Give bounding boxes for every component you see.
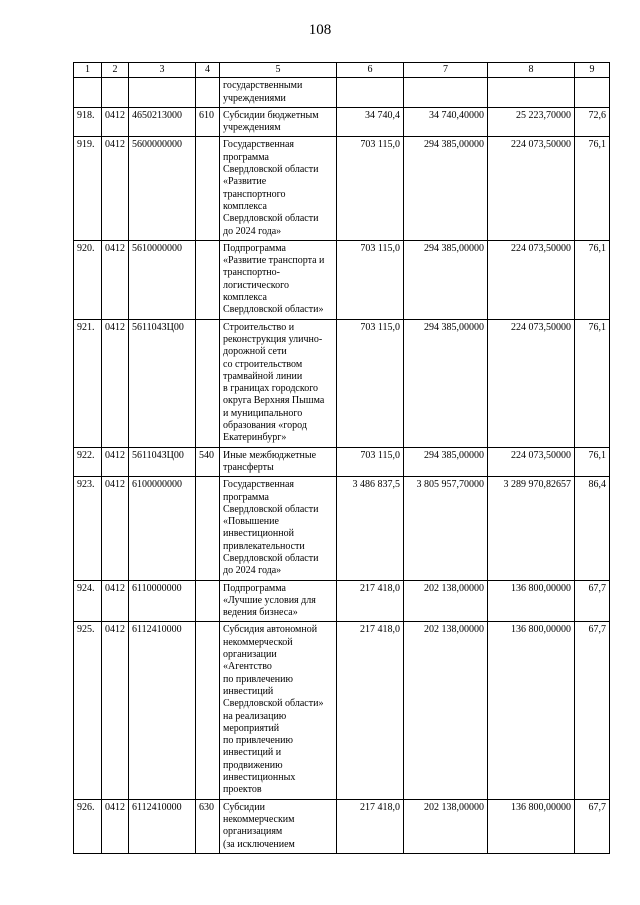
planned-amount: 703 115,0 [337, 447, 404, 477]
section-code: 0412 [102, 447, 129, 477]
item-name: Строительство и реконструкция улично- дорожной сети со строительством трамвайной линии в границах городского округа Верхняя Пышма и муниципального образования «город Екатеринбург» [220, 319, 337, 447]
planned-amount: 703 115,0 [337, 240, 404, 319]
execution-percent: 72,6 [575, 107, 610, 137]
expense-type-code: 610 [196, 107, 220, 137]
execution-percent: 76,1 [575, 319, 610, 447]
table-row [74, 477, 610, 580]
executed-amount: 136 800,00000 [488, 580, 575, 622]
planned-amount: 217 418,0 [337, 622, 404, 799]
column-header: 1 [74, 63, 102, 78]
section-code: 0412 [102, 107, 129, 137]
approved-amount: 294 385,00000 [404, 137, 488, 240]
target-article-code: 6100000000 [129, 477, 196, 580]
execution-percent: 67,7 [575, 799, 610, 853]
execution-percent: 76,1 [575, 447, 610, 477]
expense-type-code [196, 477, 220, 580]
column-header: 7 [404, 63, 488, 78]
item-name: Подпрограмма «Развитие транспорта и транспортно- логистического комплекса Свердловской области» [220, 240, 337, 319]
expense-type-code [196, 240, 220, 319]
execution-percent: 86,4 [575, 477, 610, 580]
section-code: 0412 [102, 319, 129, 447]
target-article-code: 6112410000 [129, 622, 196, 799]
planned-amount: 34 740,4 [337, 107, 404, 137]
table-row [74, 799, 610, 853]
executed-amount: 224 073,50000 [488, 240, 575, 319]
item-name: Государственная программа Свердловской области «Повышение инвестиционной привлекательности Свердловской области до 2024 года» [220, 477, 337, 580]
target-article-code: 6112410000 [129, 799, 196, 853]
approved-amount: 202 138,00000 [404, 799, 488, 853]
approved-amount: 34 740,40000 [404, 107, 488, 137]
execution-percent: 76,1 [575, 137, 610, 240]
header-row [74, 63, 610, 78]
expense-type-code: 630 [196, 799, 220, 853]
row-number: 923. [74, 477, 102, 580]
target-article-code [129, 78, 196, 108]
executed-amount: 224 073,50000 [488, 137, 575, 240]
row-number [74, 78, 102, 108]
section-code: 0412 [102, 477, 129, 580]
section-code: 0412 [102, 580, 129, 622]
column-header: 9 [575, 63, 610, 78]
column-header: 4 [196, 63, 220, 78]
executed-amount: 224 073,50000 [488, 447, 575, 477]
expense-type-code [196, 78, 220, 108]
approved-amount: 202 138,00000 [404, 580, 488, 622]
executed-amount: 224 073,50000 [488, 319, 575, 447]
execution-percent [575, 78, 610, 108]
expense-type-code [196, 319, 220, 447]
target-article-code: 561104ЗЦ00 [129, 447, 196, 477]
table-row [74, 137, 610, 240]
item-name: Субсидия автономной некоммерческой организации «Агентство по привлечению инвестиций Свердловской области» на реализацию мероприятий по привлечению инвестиций и продвижению инвестиционных проектов [220, 622, 337, 799]
executed-amount: 25 223,70000 [488, 107, 575, 137]
executed-amount: 136 800,00000 [488, 799, 575, 853]
section-code [102, 78, 129, 108]
target-article-code: 5600000000 [129, 137, 196, 240]
row-number: 921. [74, 319, 102, 447]
expense-type-code [196, 137, 220, 240]
table-row [74, 240, 610, 319]
expense-type-code: 540 [196, 447, 220, 477]
budget-table [73, 62, 610, 854]
planned-amount: 217 418,0 [337, 799, 404, 853]
row-number: 919. [74, 137, 102, 240]
row-number: 926. [74, 799, 102, 853]
approved-amount: 294 385,00000 [404, 447, 488, 477]
executed-amount: 3 289 970,82657 [488, 477, 575, 580]
item-name: Государственная программа Свердловской области «Развитие транспортного комплекса Свердловской области до 2024 года» [220, 137, 337, 240]
execution-percent: 67,7 [575, 580, 610, 622]
section-code: 0412 [102, 622, 129, 799]
table-row [74, 78, 610, 108]
column-header: 2 [102, 63, 129, 78]
target-article-code: 561104ЗЦ00 [129, 319, 196, 447]
approved-amount: 294 385,00000 [404, 319, 488, 447]
item-name: Подпрограмма «Лучшие условия для ведения бизнеса» [220, 580, 337, 622]
execution-percent: 76,1 [575, 240, 610, 319]
column-header: 3 [129, 63, 196, 78]
approved-amount: 294 385,00000 [404, 240, 488, 319]
approved-amount: 202 138,00000 [404, 622, 488, 799]
planned-amount: 217 418,0 [337, 580, 404, 622]
item-name: Субсидии бюджетным учреждениям [220, 107, 337, 137]
planned-amount [337, 78, 404, 108]
item-name: Иные межбюджетные трансферты [220, 447, 337, 477]
target-article-code: 4650213000 [129, 107, 196, 137]
section-code: 0412 [102, 799, 129, 853]
table-row [74, 107, 610, 137]
section-code: 0412 [102, 240, 129, 319]
table-row [74, 319, 610, 447]
column-header: 8 [488, 63, 575, 78]
approved-amount [404, 78, 488, 108]
row-number: 918. [74, 107, 102, 137]
planned-amount: 703 115,0 [337, 137, 404, 240]
expense-type-code [196, 580, 220, 622]
expense-type-code [196, 622, 220, 799]
column-header: 6 [337, 63, 404, 78]
item-name: государственными учреждениями [220, 78, 337, 108]
approved-amount: 3 805 957,70000 [404, 477, 488, 580]
executed-amount [488, 78, 575, 108]
row-number: 924. [74, 580, 102, 622]
section-code: 0412 [102, 137, 129, 240]
table-row [74, 447, 610, 477]
page-number: 108 [308, 22, 332, 38]
target-article-code: 6110000000 [129, 580, 196, 622]
row-number: 925. [74, 622, 102, 799]
row-number: 920. [74, 240, 102, 319]
column-header: 5 [220, 63, 337, 78]
executed-amount: 136 800,00000 [488, 622, 575, 799]
row-number: 922. [74, 447, 102, 477]
target-article-code: 5610000000 [129, 240, 196, 319]
planned-amount: 3 486 837,5 [337, 477, 404, 580]
table-row [74, 622, 610, 799]
planned-amount: 703 115,0 [337, 319, 404, 447]
execution-percent: 67,7 [575, 622, 610, 799]
item-name: Субсидии некоммерческим организациям (за исключением [220, 799, 337, 853]
table-row [74, 580, 610, 622]
